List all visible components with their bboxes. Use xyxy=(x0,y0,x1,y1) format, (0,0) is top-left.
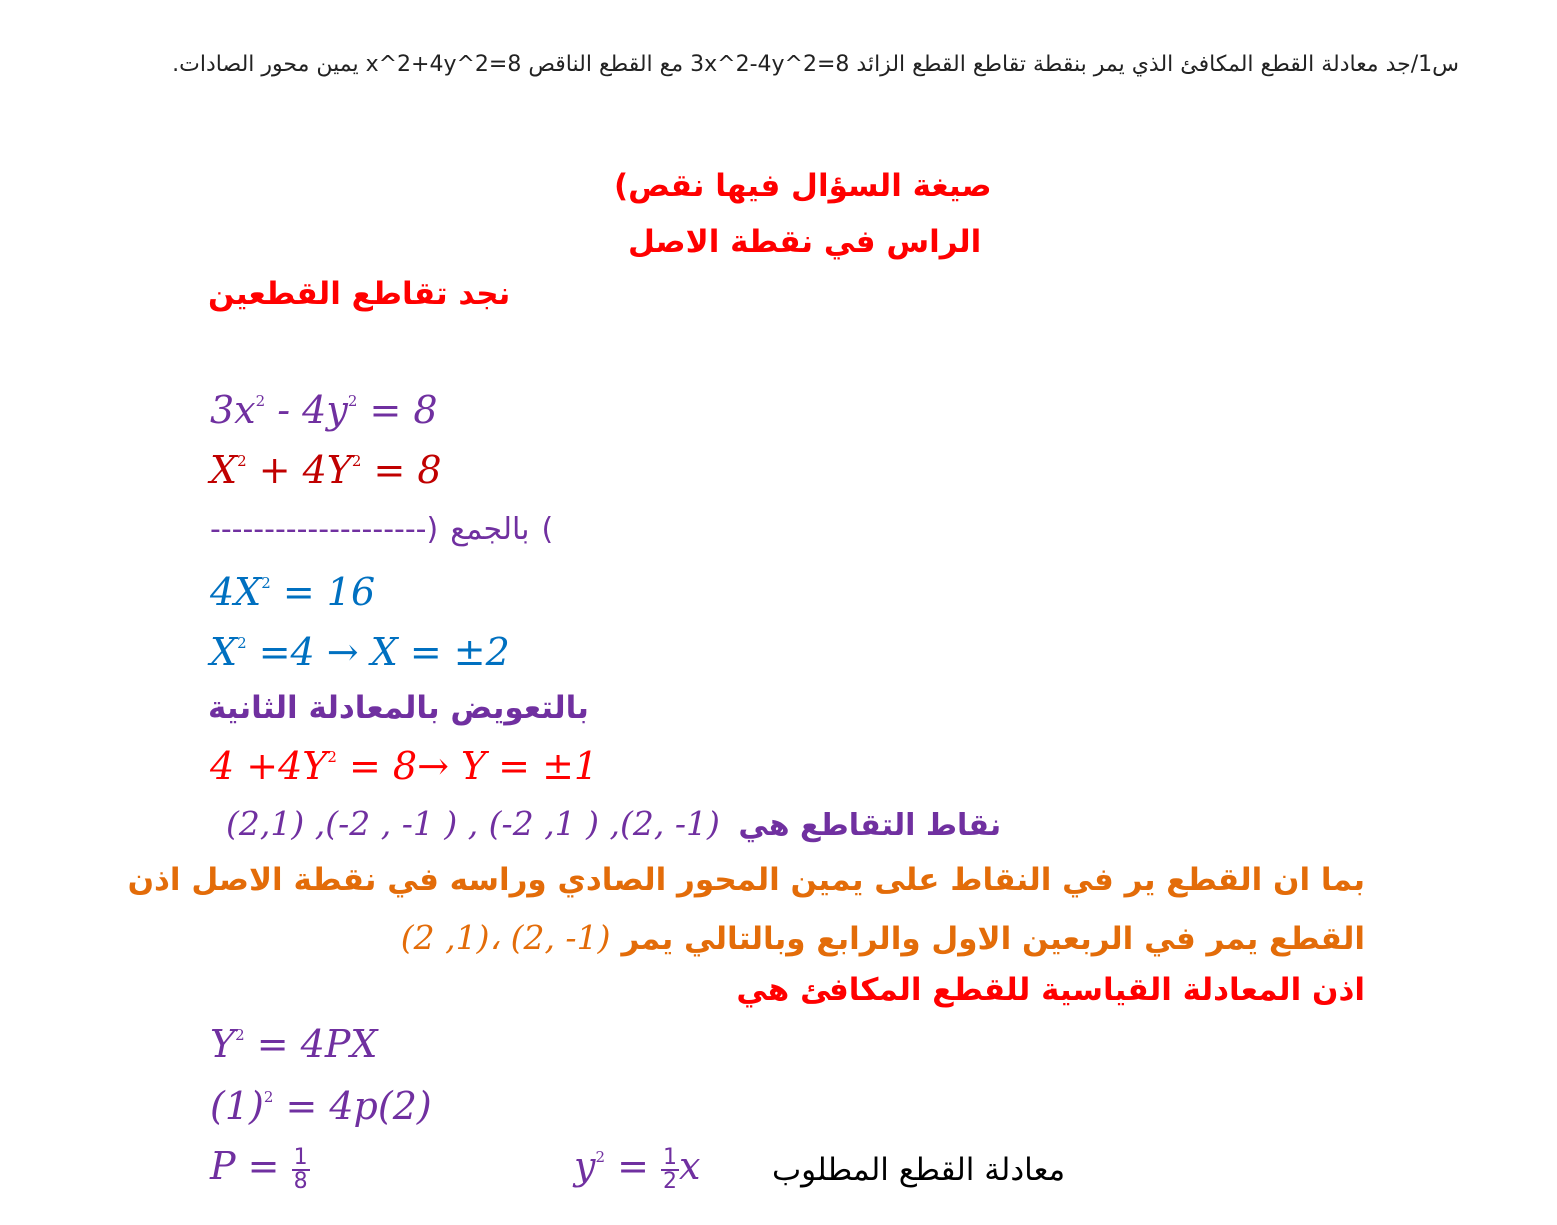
equation-y-solution: $4 +4Y^2 = 8\to Y = \pm 1$ xyxy=(210,744,599,788)
standard-equation-label: اذن المعادلة القياسية للقطع المكافئ هي xyxy=(736,972,1365,1008)
reason-line-2: (2 ,1)، (2, -1) القطع يمر في الربعين الاول والرابع وبالتالي يمر xyxy=(400,918,1365,957)
note-incomplete: صيغة السؤال فيها نقص) xyxy=(614,168,992,204)
equation-substituted: $(1)^2 = 4p(2)$ xyxy=(210,1084,432,1128)
equation-hyperbola: $3x^2 - 4y^2 = 8$ xyxy=(210,388,438,432)
step-heading: نجد تقاطع القطعين xyxy=(208,276,511,312)
equation-p-value: P = $\frac{1}{8}$ xyxy=(210,1144,308,1194)
final-equation: $y^2$ = $\frac{1}{2}$ x xyxy=(574,1144,701,1194)
equation-standard-form: $Y^2 = 4PX$ xyxy=(210,1022,378,1066)
reason-line-1: بما ان القطع ير في النقاط على يمين المحور الصادي وراسه في نقطة الاصل اذن xyxy=(127,862,1365,898)
equation-ellipse: $X^2 + 4Y^2 = 8$ xyxy=(210,448,442,492)
equation-x-solution: $X^2 =4 \to X = \pm 2$ xyxy=(210,630,510,674)
note-vertex: الراس في نقطة الاصل xyxy=(628,224,982,260)
addition-separator: --------------------) بالجمع ( xyxy=(210,512,554,547)
fraction-one-half: $\frac{1}{2}$ xyxy=(663,1144,678,1194)
final-equation-label: معادلة القطع المطلوب xyxy=(772,1152,1066,1188)
substitute-text: بالتعويض بالمعادلة الثانية xyxy=(208,690,589,726)
question-text: س1/جد معادلة القطع المكافئ الذي يمر بنقطة تقاطع القطع الزائد 3x^2-4y^2=8 مع القطع الناقص x^2+4y^2=8 يمين محور الصادات. xyxy=(172,52,1459,77)
fraction-one-eighth: $\frac{1}{8}$ xyxy=(293,1144,308,1194)
equation-sum: $4X^2 = 16$ xyxy=(210,570,376,614)
intersection-points: (2,1) ,(-2 , -1 ) , (-2 ,1 ) ,(2, -1) نقاط التقاطع هي xyxy=(226,804,1002,843)
